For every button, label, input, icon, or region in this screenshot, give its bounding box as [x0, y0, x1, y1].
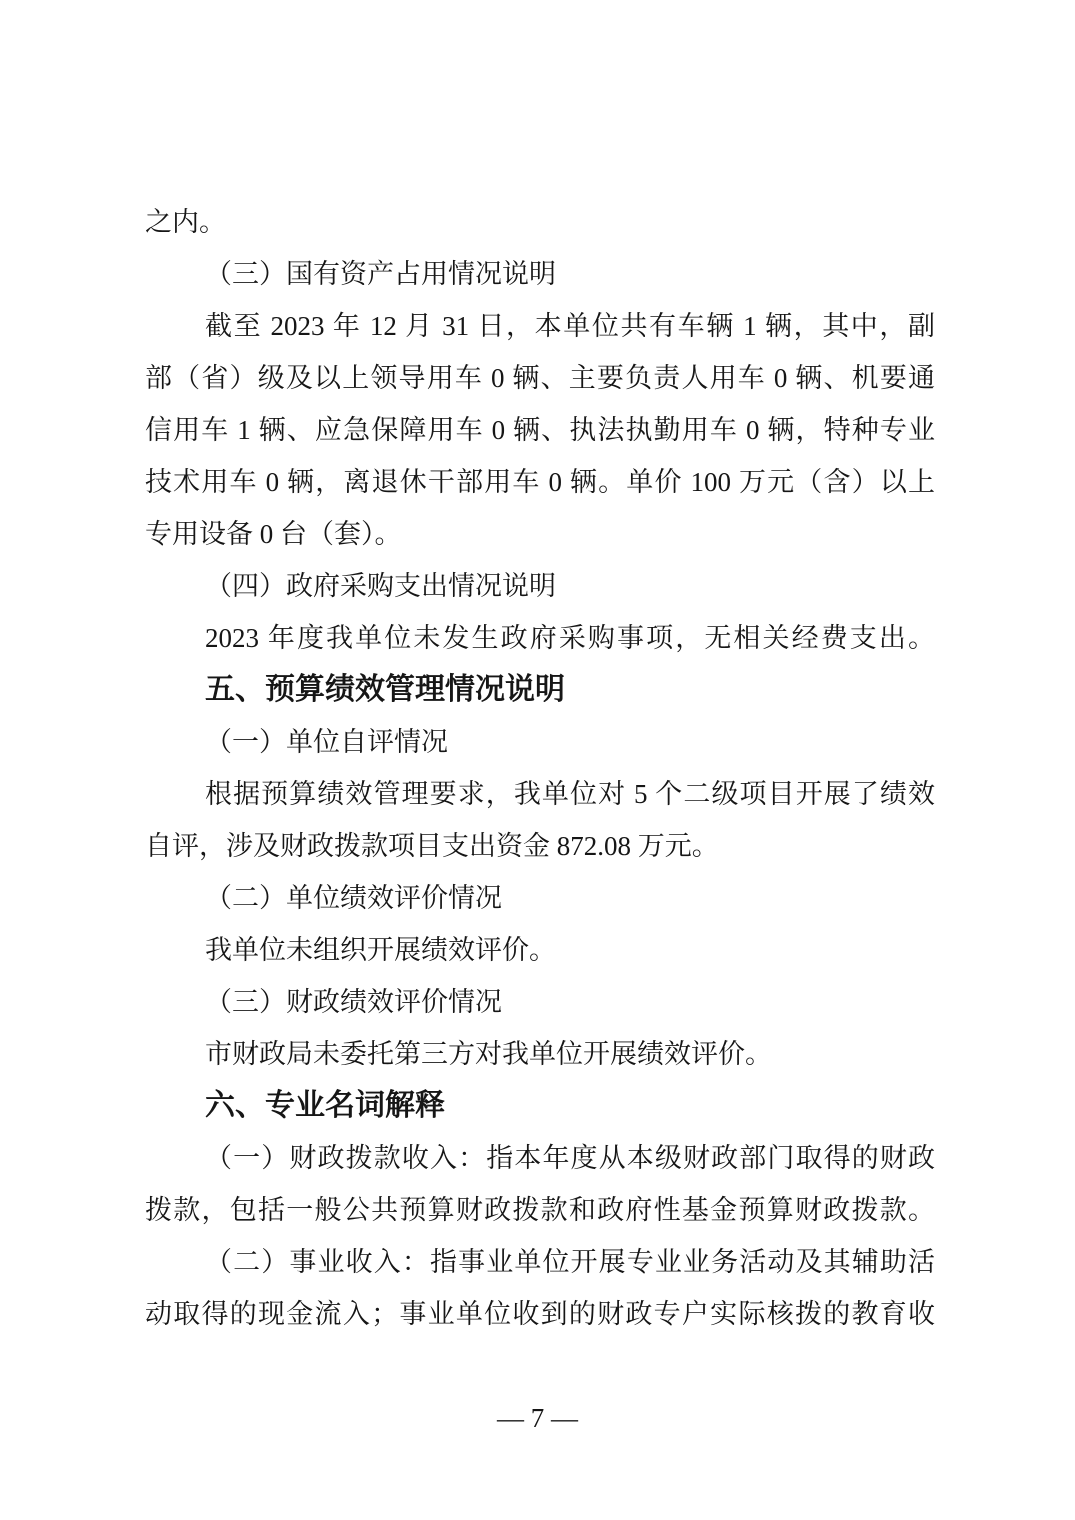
text-line: （一）财政拨款收入：指本年度从本级财政部门取得的财政	[205, 1143, 935, 1173]
document-body	[145, 196, 935, 1340]
text-line: 拨款，包括一般公共预算财政拨款和政府性基金预算财政拨款。	[145, 1195, 935, 1225]
text-line: 六、专业名词解释	[205, 1089, 445, 1122]
text-line: （二）单位绩效评价情况	[205, 883, 502, 913]
text-line: 2023 年度我单位未发生政府采购事项，无相关经费支出。	[205, 623, 935, 653]
text-line: 专用设备 0 台（套）。	[145, 519, 402, 549]
text-line: 截至 2023 年 12 月 31 日，本单位共有车辆 1 辆，其中，副	[205, 311, 935, 341]
page-number: — 7 —	[497, 1403, 578, 1433]
text-line: 信用车 1 辆、应急保障用车 0 辆、执法执勤用车 0 辆，特种专业	[145, 415, 935, 445]
text-line: 动取得的现金流入；事业单位收到的财政专户实际核拨的教育收	[145, 1299, 935, 1329]
text-line: 五、预算绩效管理情况说明	[205, 673, 565, 706]
text-line: （一）单位自评情况	[205, 727, 448, 757]
text-line: （四）政府采购支出情况说明	[205, 571, 556, 601]
text-line: 市财政局未委托第三方对我单位开展绩效评价。	[205, 1039, 772, 1069]
text-line: （三）财政绩效评价情况	[205, 987, 502, 1017]
text-line: 部（省）级及以上领导用车 0 辆、主要负责人用车 0 辆、机要通	[145, 363, 935, 393]
text-line: 技术用车 0 辆，离退休干部用车 0 辆。单价 100 万元（含）以上	[145, 467, 935, 497]
text-line: （三）国有资产占用情况说明	[205, 259, 556, 289]
text-line: 之内。	[145, 207, 226, 237]
text-line: 我单位未组织开展绩效评价。	[205, 935, 556, 965]
text-line: （二）事业收入：指事业单位开展专业业务活动及其辅助活	[205, 1247, 935, 1277]
text-line: 自评，涉及财政拨款项目支出资金 872.08 万元。	[145, 831, 719, 861]
text-line: 根据预算绩效管理要求，我单位对 5 个二级项目开展了绩效	[205, 779, 935, 809]
